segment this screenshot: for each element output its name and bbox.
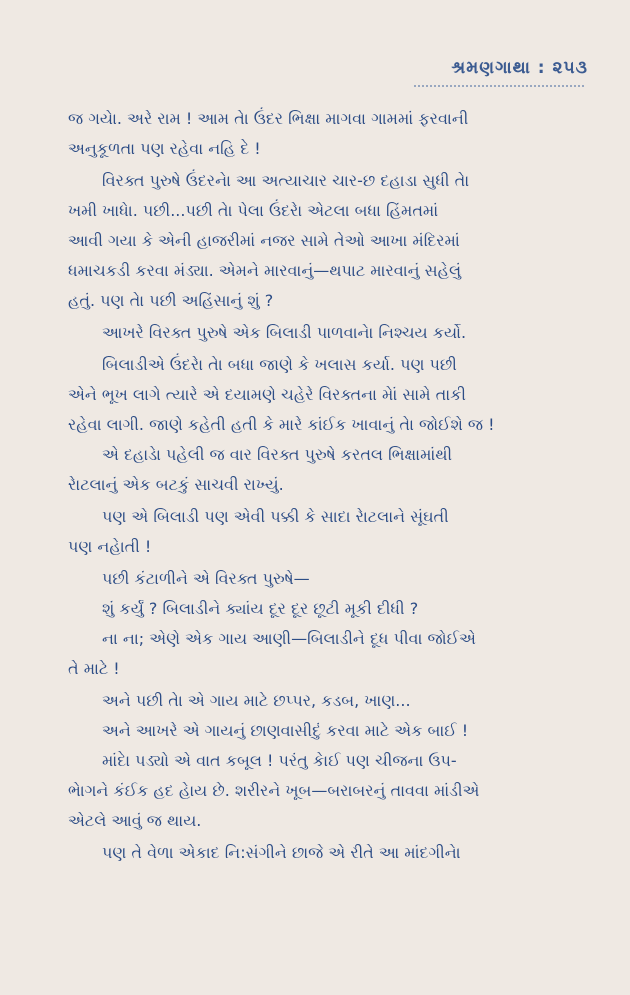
- text-line: ખમી ખાધેા. પછી...પછી તેા પેલા ઉંદરેા એટલા બધા હિંમતમાં: [68, 201, 439, 220]
- text-line: પણ નહેાતી !: [68, 537, 152, 556]
- text-line: બિલાડીએ ઉંદરેા તેા બધા જાણે કે ખલાસ કર્યા. પણ પછી: [102, 355, 457, 374]
- text-line: અને પછી તેા એ ગાય માટે છપ્પર, કડબ, ખાણ...: [102, 691, 411, 710]
- page-text: [68, 104, 586, 868]
- text-line: વિરક્ત પુરુષે ઉંદરનેા આ અત્યાચાર ચાર-છ દહાડા સુધી તેા: [102, 171, 470, 190]
- text-line: હતું. પણ તેા પછી અહિંસાનું શું ?: [68, 291, 274, 310]
- text-line: એ દહાડેા પહેલી જ વાર વિરક્ત પુરુષે કરતલ ભિક્ષામાંથી: [102, 445, 453, 464]
- text-line: આવી ગયા કે એની હાજરીમાં નજર સામે તેઓ આખા મંદિરમાં: [68, 231, 460, 250]
- text-line: પછી કંટાળીને એ વિરક્ત પુરુષે—: [102, 569, 310, 588]
- text-line: આખરે વિરક્ત પુરુષે એક બિલાડી પાળવાનેા નિશ્ચય કર્યો.: [102, 323, 467, 342]
- text-line: ભેાગને કંઈક હદ હેાય છે. શરીરને ખૂબ—બરાબરનું તાવવા માંડીએ: [68, 781, 480, 800]
- text-line: અને આખરે એ ગાયનું છાણવાસીદું કરવા માટે એક બાઈ !: [102, 721, 469, 740]
- text-line: રહેવા લાગી. જાણે કહેતી હતી કે મારે કાંઈક ખાવાનું તેા જોઈશે જ !: [68, 415, 495, 434]
- text-line: જ ગયેા. અરે રામ ! આમ તેા ઉંદર ભિક્ષા માગવા ગામમાં ફરવાની: [68, 109, 469, 128]
- text-line: ધમાચકડી કરવા મંડ્યા. એમને મારવાનું—થપાટ મારવાનું સહેલું: [68, 261, 462, 280]
- text-line: ના ના; એણે એક ગાય આણી—બિલાડીને દૂધ પીવા જોઈએ: [102, 629, 476, 648]
- text-line: પણ એ બિલાડી પણ એવી પક્કી કે સાદા રેાટલાને સૂંઘતી: [102, 507, 449, 526]
- text-line: એટલે આવું જ થાય.: [68, 811, 202, 830]
- text-line: તે માટે !: [68, 659, 120, 678]
- text-line: રેાટલાનું એક બટકું સાચવી રાખ્યું.: [68, 475, 284, 494]
- text-line: પણ તે વેળા એકાદ નિ:સંગીને છાજે એ રીતે આ માંદગીનેા: [102, 843, 461, 862]
- text-line: માંદેા પડ્યો એ વાત કબૂલ ! પરંતુ કેાઈ પણ ચીજના ઉપ-: [102, 751, 457, 770]
- header-ornament-rule: [414, 82, 584, 87]
- running-head: શ્રમણગાથા : ૨૫૩: [451, 58, 588, 78]
- text-line: અનુકૂળતા પણ રહેવા નહિ દે !: [68, 139, 261, 158]
- text-line: શું કર્યું ? બિલાડીને ક્યાંય દૂર દૂર છૂટી મૂકી દીધી ?: [102, 599, 419, 618]
- text-line: એને ભૂખ લાગે ત્યારે એ દયામણે ચહેરે વિરક્તના મેાં સામે તાકી: [68, 385, 467, 404]
